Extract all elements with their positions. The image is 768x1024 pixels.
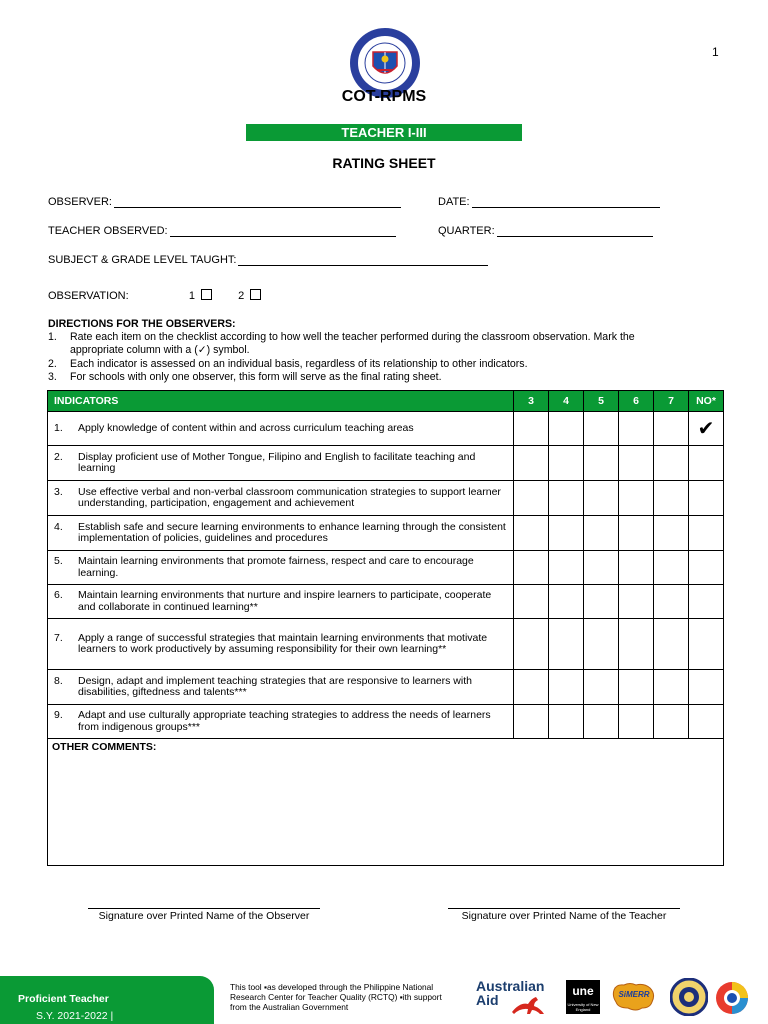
teacher-signature-line: Signature over Printed Name of the Teacher [448, 908, 680, 922]
indicators-header: INDICATORS [48, 391, 514, 412]
rating-cell-3[interactable] [514, 446, 549, 481]
comments-row [48, 739, 724, 866]
date-label: DATE: [438, 196, 470, 208]
rating-cell-no[interactable] [689, 481, 724, 516]
table-row [48, 585, 724, 619]
date-field[interactable] [438, 196, 660, 208]
rating-cell-no[interactable] [689, 412, 724, 446]
rating-cell-5[interactable] [584, 619, 619, 670]
rating-cell-7[interactable] [654, 516, 689, 551]
direction-number: 2. [48, 357, 57, 370]
rating-cell-6[interactable] [619, 516, 654, 551]
rating-cell-3[interactable] [514, 705, 549, 739]
check-mark-icon: ✔ [697, 418, 715, 440]
subject-grade-field[interactable] [48, 254, 488, 266]
rating-cell-5[interactable] [584, 670, 619, 705]
indicator-number: 1. [54, 421, 63, 434]
table-row [48, 670, 724, 705]
observation-1-checkbox[interactable] [201, 289, 212, 300]
indicator-cell [48, 481, 514, 516]
direction-item [48, 358, 688, 371]
rating-cell-3[interactable] [514, 516, 549, 551]
rating-cell-5[interactable] [584, 446, 619, 481]
table-row [48, 481, 724, 516]
australian-aid-logo [476, 980, 544, 1007]
teacher-observed-label: TEACHER OBSERVED: [48, 225, 168, 237]
rating-cell-7[interactable] [654, 619, 689, 670]
deped-partner-logo [712, 980, 752, 1021]
rating-cell-4[interactable] [549, 516, 584, 551]
australian-aid-line1: Australian [476, 978, 545, 994]
table-header-row [48, 391, 724, 412]
indicator-text: Display proficient use of Mother Tongue, Filipino and English to facilitate teaching and learning [78, 450, 476, 474]
indicator-number: 8. [54, 674, 63, 687]
quarter-label: QUARTER: [438, 225, 495, 237]
rating-cell-no[interactable] [689, 551, 724, 585]
teacher-level-text: Proficient Teacher [18, 993, 109, 1005]
indicator-cell [48, 412, 514, 446]
rating-cell-4[interactable] [549, 551, 584, 585]
direction-number: 3. [48, 370, 57, 383]
rating-cell-3[interactable] [514, 412, 549, 446]
indicator-number: 6. [54, 589, 63, 601]
rating-cell-3[interactable] [514, 481, 549, 516]
indicator-number: 7. [54, 631, 63, 644]
rating-cell-no[interactable] [689, 619, 724, 670]
rating-cell-7[interactable] [654, 705, 689, 739]
page-number: 1 [712, 45, 719, 59]
rating-cell-6[interactable] [619, 619, 654, 670]
smerr-logo [610, 980, 658, 1014]
observation-option-2-label: 2 [238, 290, 245, 302]
direction-item [48, 371, 688, 384]
rctq-seal-logo [670, 978, 708, 1021]
une-sub-label: University of New England [567, 1002, 599, 1012]
table-row [48, 619, 724, 670]
indicator-text: Use effective verbal and non-verbal classroom communication strategies to support learner understanding, participation, engagement and achievement [78, 485, 501, 509]
document-subtitle: RATING SHEET [332, 155, 436, 171]
indicator-cell [48, 585, 514, 619]
rating-4-header: 4 [549, 391, 584, 412]
rating-cell-6[interactable] [619, 446, 654, 481]
rating-cell-4[interactable] [549, 412, 584, 446]
document-title: COT-RPMS [341, 88, 427, 105]
indicator-cell [48, 619, 514, 670]
teacher-observed-line [170, 226, 396, 237]
indicator-text: Establish safe and secure learning environments to enhance learning through the consistent implementation of policies, guidelines and procedures [78, 520, 506, 544]
rating-cell-no[interactable] [689, 670, 724, 705]
kangaroo-icon [510, 994, 546, 1016]
rating-cell-7[interactable] [654, 412, 689, 446]
indicator-cell [48, 670, 514, 705]
table-row [48, 446, 724, 481]
indicator-number: 9. [54, 709, 63, 721]
rating-cell-4[interactable] [549, 446, 584, 481]
rating-cell-6[interactable] [619, 481, 654, 516]
indicator-text: Maintain learning environments that nurture and inspire learners to participate, cooperate and collaborate in continued learning** [78, 589, 492, 613]
date-line [472, 197, 660, 208]
observation-2-checkbox[interactable] [250, 289, 261, 300]
table-row [48, 551, 724, 585]
indicator-text: Design, adapt and implement teaching strategies that are responsive to learners with disabilities, giftedness and talents*** [78, 674, 472, 698]
rating-cell-no[interactable] [689, 585, 724, 619]
rating-cell-6[interactable] [619, 551, 654, 585]
indicator-number: 2. [54, 450, 63, 463]
rating-cell-6[interactable] [619, 585, 654, 619]
direction-item [48, 331, 688, 357]
observation-row [48, 289, 261, 302]
rating-cell-5[interactable] [584, 551, 619, 585]
table-row [48, 516, 724, 551]
direction-number: 1. [48, 331, 57, 344]
indicator-cell [48, 705, 514, 739]
indicator-number: 3. [54, 485, 63, 498]
indicator-number: 4. [54, 520, 63, 533]
rating-cell-4[interactable] [549, 619, 584, 670]
directions-heading: DIRECTIONS FOR THE OBSERVERS: [48, 318, 236, 330]
rating-cell-4[interactable] [549, 585, 584, 619]
observer-field[interactable] [48, 196, 401, 208]
rating-cell-3[interactable] [514, 551, 549, 585]
rating-6-header: 6 [619, 391, 654, 412]
rating-cell-7[interactable] [654, 585, 689, 619]
rating-cell-4[interactable] [549, 670, 584, 705]
indicator-text: Maintain learning environments that promote fairness, respect and care to encourage learning. [78, 555, 474, 579]
une-logo [566, 980, 600, 1014]
rating-cell-7[interactable] [654, 551, 689, 585]
directions-section [48, 318, 688, 384]
rating-cell-5[interactable] [584, 481, 619, 516]
indicator-cell [48, 446, 514, 481]
directions-list [48, 331, 688, 384]
indicator-cell [48, 551, 514, 585]
observation-option-1-label: 1 [188, 290, 195, 302]
rating-cell-7[interactable] [654, 446, 689, 481]
table-row [48, 412, 724, 446]
rating-cell-6[interactable] [619, 670, 654, 705]
direction-text: Rate each item on the checklist according to how well the teacher performed during the classroom observation. Mark the appropriate column with a (✓) symbol. [70, 331, 635, 357]
smerr-label: SiMERR [618, 990, 650, 999]
quarter-field[interactable] [438, 225, 653, 237]
rating-3-header: 3 [514, 391, 549, 412]
teacher-level-band: TEACHER I-III [246, 124, 522, 141]
subject-grade-line [238, 255, 488, 266]
not-observed-header: NO* [689, 391, 724, 412]
observation-label: OBSERVATION: [48, 290, 129, 302]
other-comments-label: OTHER COMMENTS: [52, 741, 157, 753]
footer-note: This tool ▪as developed through the Philippine National Research Center for Teacher Quality (RCTQ) ▪ith support from the Australian Government [230, 982, 442, 1012]
rating-cell-no[interactable] [689, 516, 724, 551]
rating-cell-6[interactable] [619, 705, 654, 739]
indicator-number: 5. [54, 555, 63, 567]
rating-cell-3[interactable] [514, 619, 549, 670]
rating-cell-5[interactable] [584, 516, 619, 551]
observer-label: OBSERVER: [48, 196, 112, 208]
une-label: une [572, 984, 594, 998]
rating-cell-7[interactable] [654, 481, 689, 516]
direction-text: For schools with only one observer, this form will serve as the final rating sheet. [70, 370, 442, 383]
rating-cell-5[interactable] [584, 705, 619, 739]
rating-5-header: 5 [584, 391, 619, 412]
rating-cell-no[interactable] [689, 705, 724, 739]
indicator-text: Apply knowledge of content within and across curriculum teaching areas [78, 421, 414, 434]
teacher-observed-field[interactable] [48, 225, 396, 237]
rating-cell-no[interactable] [689, 446, 724, 481]
rating-table [47, 390, 724, 866]
table-row [48, 705, 724, 739]
school-year-text: S.Y. 2021-2022 | [36, 1010, 114, 1022]
rating-cell-4[interactable] [549, 705, 584, 739]
other-comments-box[interactable] [48, 739, 724, 866]
rating-7-header: 7 [654, 391, 689, 412]
rating-cell-3[interactable] [514, 670, 549, 705]
rating-cell-3[interactable] [514, 585, 549, 619]
observer-signature-line: Signature over Printed Name of the Observer [88, 908, 320, 922]
rating-cell-5[interactable] [584, 412, 619, 446]
rating-cell-7[interactable] [654, 670, 689, 705]
rating-cell-4[interactable] [549, 481, 584, 516]
rating-cell-6[interactable] [619, 412, 654, 446]
rating-cell-5[interactable] [584, 585, 619, 619]
indicator-text: Adapt and use culturally appropriate teaching strategies to address the needs of learners from indigenous groups*** [78, 709, 491, 733]
observer-line [114, 197, 401, 208]
australian-aid-line2: Aid [476, 992, 499, 1008]
indicator-cell [48, 516, 514, 551]
quarter-line [497, 226, 653, 237]
subject-grade-label: SUBJECT & GRADE LEVEL TAUGHT: [48, 254, 237, 266]
footer-school-year-badge [0, 976, 214, 1024]
direction-text: Each indicator is assessed on an individual basis, regardless of its relationship to other indicators. [70, 357, 528, 370]
indicator-text: Apply a range of successful strategies that maintain learning environments that motivate learners to work productively by assuming responsibility for their own learning** [78, 631, 488, 655]
